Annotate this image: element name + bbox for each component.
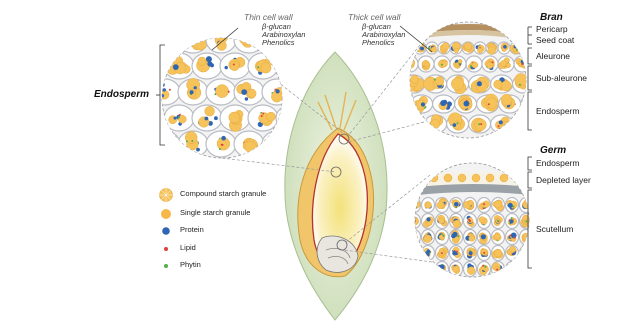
thin-wall-item-1: β-glucan — [262, 22, 291, 31]
lipid-icon — [158, 242, 174, 256]
thin-wall-title: Thin cell wall — [244, 12, 293, 22]
legend-label: Single starch granule — [180, 208, 251, 217]
bran-region-seed-coat: Seed coat — [536, 35, 575, 45]
thick-wall-item-1: β-glucan — [362, 22, 391, 31]
legend-label: Compound starch granule — [180, 189, 267, 198]
legend-label: Lipid — [180, 243, 196, 252]
bran-region-endosperm: Endosperm — [536, 106, 580, 116]
bran-region-aleurone: Aleurone — [536, 51, 571, 61]
germ-brackets — [528, 157, 532, 268]
germ-region-depleted-layer: Depleted layer — [536, 175, 591, 185]
thin-wall-item-2: Arabinoxylan — [262, 30, 306, 39]
bran-region-sub-aleurone: Sub-aleurone — [536, 73, 588, 83]
thin-wall-item-3: Phenolics — [262, 38, 295, 47]
protein-icon — [158, 224, 174, 238]
bran-brackets — [528, 27, 532, 130]
grain-kernel — [285, 52, 387, 320]
thick-wall-item-2: Arabinoxylan — [362, 30, 406, 39]
germ-region-scutellum: Scutellum — [536, 224, 574, 234]
endosperm-heading: Endosperm — [94, 89, 150, 100]
germ-magnified-view — [408, 163, 541, 277]
thick-wall-title: Thick cell wall — [348, 12, 401, 22]
phytin-icon — [158, 259, 174, 273]
single-starch-icon — [158, 207, 174, 221]
legend-label: Protein — [180, 225, 204, 234]
compound-starch-icon — [158, 188, 174, 202]
bran-heading: Bran — [540, 12, 563, 23]
thick-wall-item-3: Phenolics — [362, 38, 395, 47]
bran-region-pericarp: Pericarp — [536, 24, 568, 34]
germ-region-endosperm: Endosperm — [536, 158, 580, 168]
germ-heading: Germ — [540, 145, 567, 156]
bran-magnified-view — [402, 22, 543, 138]
legend-label: Phytin — [180, 260, 201, 269]
